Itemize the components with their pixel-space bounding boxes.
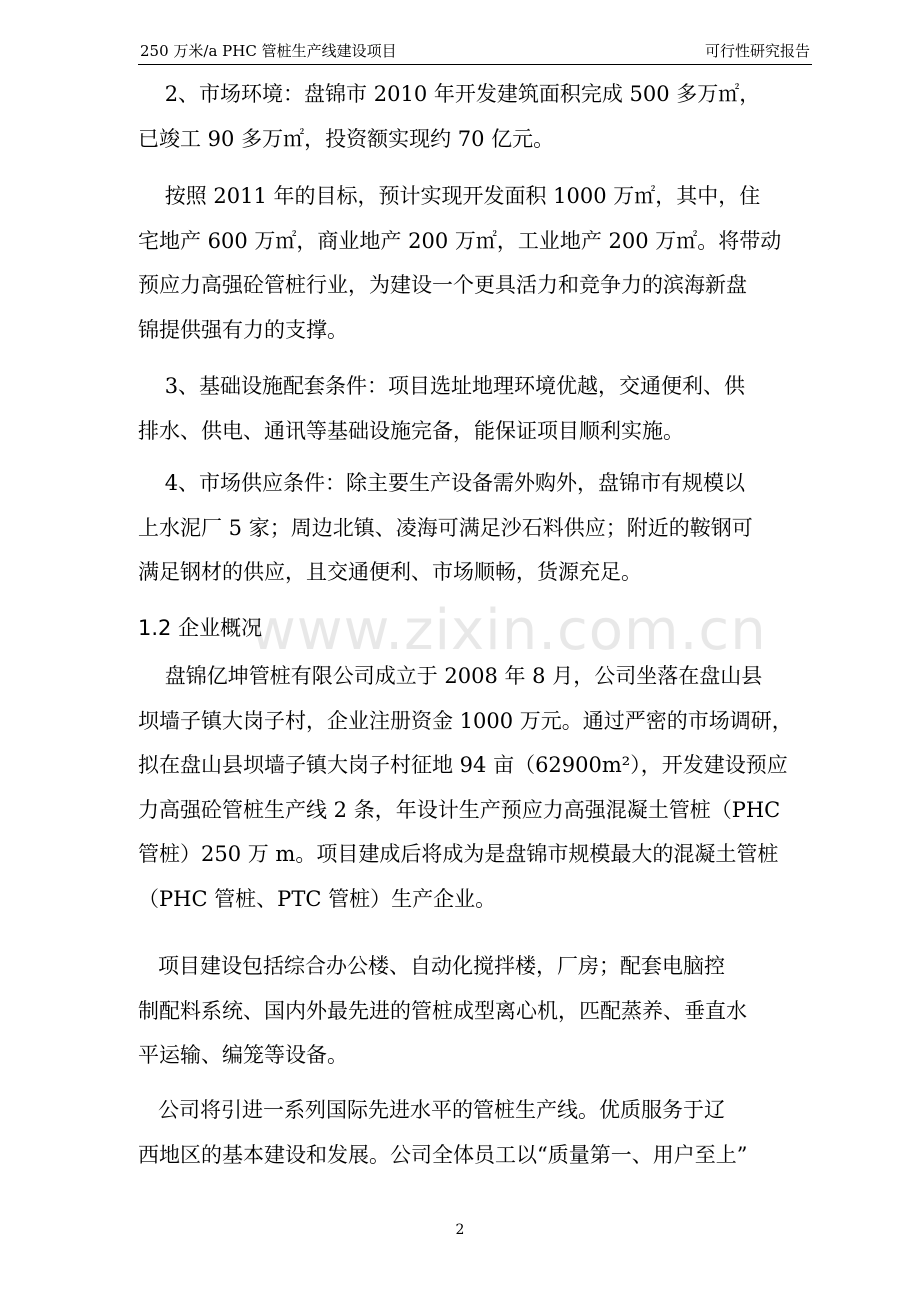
market-environment-paragraph [138,72,814,161]
development-target-paragraph [138,174,814,352]
text-line: 坝墙子镇大岗子村，企业注册资金 1000 万元。通过严密的市场调研， [138,708,793,733]
watermark: www.zixin.com.cn [250,598,767,663]
header-project-title: 250 万米/a PHC 管桩生产线建设项目 [140,42,397,60]
section-heading-company-overview: 1.2 企业概况 [138,616,263,640]
header-report-type: 可行性研究报告 [704,42,810,60]
text-line: 拟在盘山县坝墙子镇大岗子村征地 94 亩（62900m²），开发建设预应 [138,753,788,777]
market-supply-paragraph [138,461,814,595]
text-line: 管桩）250 万 m。项目建成后将成为是盘锦市规模最大的混凝土管桩 [138,842,779,866]
text-line: 盘锦亿坤管桩有限公司成立于 2008 年 8 月，公司坐落在盘山县 [138,664,763,688]
text-line: 3、基础设施配套条件：项目选址地理环境优越，交通便利、供 [138,374,746,398]
company-mission-paragraph [138,1088,814,1177]
page-header [138,38,812,65]
text-line: 锦提供强有力的支撑。 [138,317,348,342]
text-line: 力高强砼管桩生产线 2 条，年设计生产预应力高强混凝土管桩（PHC [138,797,781,822]
text-line: 按照 2011 年的目标，预计实现开发面积 1000 万㎡，其中，住 [138,184,761,208]
text-line: 2、市场环境：盘锦市 2010 年开发建筑面积完成 500 多万㎡， [138,82,761,106]
text-line: 预应力高强砼管桩行业，为建设一个更具活力和竞争力的滨海新盘 [138,273,747,297]
text-line: 项目建设包括综合办公楼、自动化搅拌楼，厂房；配套电脑控 [138,954,726,978]
text-line: 宅地产 600 万㎡，商业地产 200 万㎡，工业地产 200 万㎡。将带动 [138,228,782,253]
text-line: 4、市场供应条件：除主要生产设备需外购外，盘锦市有规模以 [138,471,746,495]
project-construction-paragraph [138,944,814,1078]
text-line: 已竣工 90 多万㎡，投资额实现约 70 亿元。 [138,126,555,151]
text-line: 制配料系统、国内外最先进的管桩成型离心机，匹配蒸养、垂直水 [138,998,747,1023]
text-line: 西地区的基本建设和发展。公司全体员工以“质量第一、用户至上” [138,1142,748,1167]
text-line: 公司将引进一系列国际先进水平的管桩生产线。优质服务于辽 [138,1098,726,1122]
page-number: 2 [455,1222,465,1238]
infrastructure-paragraph [138,364,814,453]
text-line: 满足钢材的供应，且交通便利、市场顺畅，货源充足。 [138,560,642,584]
text-line: （PHC 管桩、PTC 管桩）生产企业。 [138,886,497,911]
text-line: 平运输、编笼等设备。 [138,1043,348,1067]
company-overview-paragraph [138,654,814,921]
text-line: 上水泥厂 5 家；周边北镇、凌海可满足沙石料供应；附近的鞍钢可 [138,515,753,540]
text-line: 排水、供电、通讯等基础设施完备，能保证项目顺利实施。 [138,418,684,443]
